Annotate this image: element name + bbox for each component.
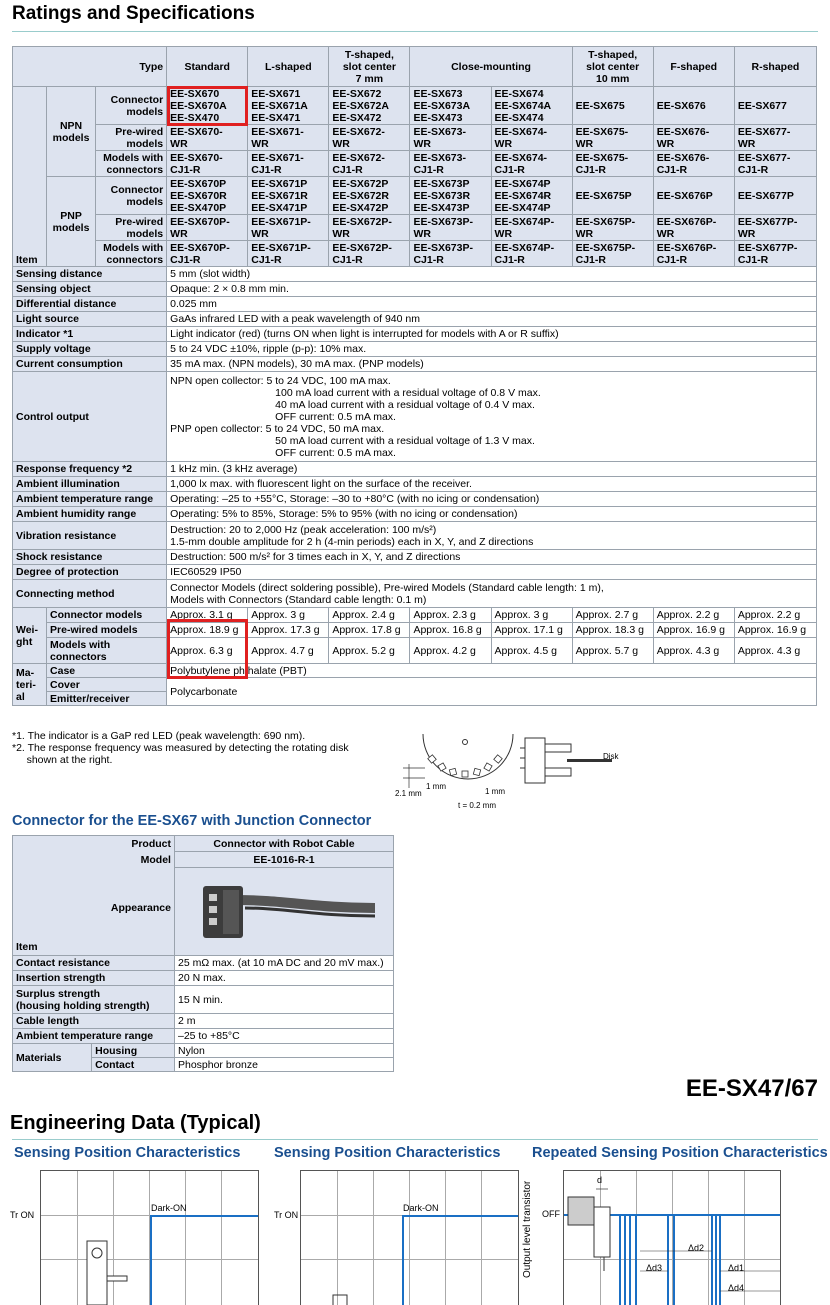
column-header: T-shaped, slot center 10 mm (572, 47, 653, 87)
weight-value: Approx. 4.7 g (248, 638, 329, 664)
material-label: Cover (47, 678, 167, 692)
model-code: EE-SX675- WR (572, 125, 653, 151)
row-label: Connector models (96, 87, 167, 125)
model-code: EE-SX674 EE-SX674A EE-SX474 (491, 87, 572, 125)
spec-label: Supply voltage (13, 342, 167, 357)
connector-row-label: Surplus strength (housing holding strength) (13, 986, 175, 1014)
spec-value: NPN open collector: 5 to 24 VDC, 100 mA max. 100 mA load current with a residual voltage of 0.8 V max. 40 mA load current with a residual voltage of 0.4 V max. OFF current: 0.5 mA max. PNP open collector: 5 to 24 VDC, 50 mA max. 50 mA load current with a residual voltage of 1.3 V max. OFF current: 0.5 mA max. (167, 372, 817, 462)
spec-label: Connecting method (13, 580, 167, 608)
spec-label: Vibration resistance (13, 522, 167, 550)
ratings-table (12, 46, 817, 706)
model-code: EE-SX671- WR (248, 125, 329, 151)
spec-value: Destruction: 20 to 2,000 Hz (peak acceleration: 100 m/s²) 1.5-mm double amplitude for 2 h (4-min periods) each in X, Y, and Z directions (167, 522, 817, 550)
model-code: EE-SX672P EE-SX672R EE-SX472P (329, 177, 410, 215)
model-code: EE-SX676P- CJ1-R (653, 241, 734, 267)
weight-value: Approx. 5.7 g (572, 638, 653, 664)
model-code: EE-SX673P EE-SX673R EE-SX473P (410, 177, 491, 215)
chart-1-curve (41, 1171, 258, 1305)
column-header: L-shaped (248, 47, 329, 87)
connector-row-value: –25 to +85°C (174, 1029, 393, 1044)
weight-value: Approx. 18.9 g (167, 623, 248, 638)
material-value: Polycarbonate (167, 678, 817, 706)
model-code: EE-SX671 EE-SX671A EE-SX471 (248, 87, 329, 125)
spec-label: Current consumption (13, 357, 167, 372)
chart-1-line-label: Dark-ON (151, 1203, 187, 1213)
spec-value: Light indicator (red) (turns ON when light is interrupted for models with A or R suffix) (167, 327, 817, 342)
chart-2-ylabel: Tr ON (274, 1210, 299, 1220)
model-code: EE-SX677 (734, 87, 816, 125)
page-title: Ratings and Specifications (12, 3, 255, 24)
model-code: EE-SX673P- WR (410, 215, 491, 241)
weight-value: Approx. 5.2 g (329, 638, 410, 664)
model-code: EE-SX672P- WR (329, 215, 410, 241)
model-code: EE-SX675P- CJ1-R (572, 241, 653, 267)
weight-value: Approx. 17.1 g (491, 623, 572, 638)
weight-value: Approx. 4.2 g (410, 638, 491, 664)
model-code: EE-SX676- WR (653, 125, 734, 151)
material-group-label: Ma- teri- al (13, 664, 47, 706)
model-code: EE-SX671P- CJ1-R (248, 241, 329, 267)
dim-1-b: 1 mm (485, 787, 505, 796)
chart-3-d3: Δd3 (646, 1263, 663, 1273)
connector-image-cell (174, 868, 393, 956)
connector-table (12, 835, 394, 1072)
model-code: EE-SX675P (572, 177, 653, 215)
model-code: EE-SX673- WR (410, 125, 491, 151)
model-code: EE-SX671- CJ1-R (248, 151, 329, 177)
weight-value: Approx. 6.3 g (167, 638, 248, 664)
model-code: EE-SX670- WR (167, 125, 248, 151)
model-code: EE-SX673 EE-SX673A EE-SX473 (410, 87, 491, 125)
model-code: EE-SX670P- CJ1-R (167, 241, 248, 267)
weight-value: Approx. 3 g (248, 608, 329, 623)
row-label: Pre-wired models (96, 125, 167, 151)
chart-3-ylabel: Output level transistor (522, 1180, 533, 1278)
weight-value: Approx. 4.3 g (653, 638, 734, 664)
highlight-weight-box (167, 619, 248, 679)
note-1: *1. The indicator is a GaP red LED (peak wavelength: 690 nm). (12, 730, 306, 742)
weight-label: Models with connectors (47, 638, 167, 664)
dim-2-1: 2.1 mm (395, 789, 422, 798)
material-label: Case (47, 664, 167, 678)
model-code: EE-SX674- WR (491, 125, 572, 151)
spec-value: Connector Models (direct soldering possible), Pre-wired Models (Standard cable length: 1 m), Models with Connectors (Standard cable length: 0.1 m) (167, 580, 817, 608)
weight-value: Approx. 3 g (491, 608, 572, 623)
model-code: EE-SX670- CJ1-R (167, 151, 248, 177)
connector-material-value: Nylon (174, 1044, 393, 1058)
chart-1-heading: Sensing Position Characteristics (14, 1145, 241, 1161)
chart-2-line-label: Dark-ON (403, 1203, 439, 1213)
connector-materials-label: Materials (13, 1044, 92, 1072)
model-label: Model (13, 852, 175, 868)
column-header: R-shaped (734, 47, 816, 87)
weight-value: Approx. 16.9 g (734, 623, 816, 638)
row-label: Pre-wired models (96, 215, 167, 241)
model-code: EE-SX674P- CJ1-R (491, 241, 572, 267)
row-label: Models with connectors (96, 151, 167, 177)
connector-material-label: Contact (92, 1058, 175, 1072)
chart-2-heading: Sensing Position Characteristics (274, 1145, 501, 1161)
spec-value: 1 kHz min. (3 kHz average) (167, 462, 817, 477)
weight-label: Connector models (47, 608, 167, 623)
product-value: Connector with Robot Cable (174, 836, 393, 852)
disk-label: Disk (603, 752, 619, 761)
weight-value: Approx. 16.9 g (653, 623, 734, 638)
weight-value: Approx. 2.4 g (329, 608, 410, 623)
model-code: EE-SX671P- WR (248, 215, 329, 241)
spec-label: Indicator *1 (13, 327, 167, 342)
connector-row-label: Ambient temperature range (13, 1029, 175, 1044)
spec-label: Ambient humidity range (13, 507, 167, 522)
chart-3-curves (564, 1171, 780, 1305)
model-code: EE-SX677P- CJ1-R (734, 241, 816, 267)
connector-row-label: Insertion strength (13, 971, 175, 986)
type-header: Type (13, 47, 167, 87)
spec-value: Opaque: 2 × 0.8 mm min. (167, 282, 817, 297)
weight-value: Approx. 17.8 g (329, 623, 410, 638)
model-series: EE-SX47/67 (685, 1075, 818, 1102)
connector-material-value: Phosphor bronze (174, 1058, 393, 1072)
spec-label: Shock resistance (13, 550, 167, 565)
spec-label: Degree of protection (13, 565, 167, 580)
model-code: EE-SX673P- CJ1-R (410, 241, 491, 267)
weight-value: Approx. 2.3 g (410, 608, 491, 623)
spec-label: Sensing object (13, 282, 167, 297)
title-rule (12, 31, 818, 32)
model-code: EE-SX670P- WR (167, 215, 248, 241)
spec-value: 35 mA max. (NPN models), 30 mA max. (PNP models) (167, 357, 817, 372)
dim-1-a: 1 mm (426, 782, 446, 791)
spec-value: Destruction: 500 m/s² for 3 times each in X, Y, and Z directions (167, 550, 817, 565)
spec-label: Differential distance (13, 297, 167, 312)
weight-value: Approx. 4.3 g (734, 638, 816, 664)
chart-3-heading: Repeated Sensing Position Characteristics (532, 1145, 828, 1161)
material-value: Polybutylene phthalate (PBT) (167, 664, 817, 678)
chart-2-curve (301, 1171, 518, 1305)
weight-value: Approx. 4.5 g (491, 638, 572, 664)
model-code: EE-SX672- CJ1-R (329, 151, 410, 177)
appearance-label: Appearance (110, 901, 171, 914)
column-header: Close-mounting (410, 47, 572, 87)
spec-value: Operating: 5% to 85%, Storage: 5% to 95% (with no icing or condensation) (167, 507, 817, 522)
pnp-group-label: PNP models (47, 177, 96, 267)
model-code: EE-SX675 (572, 87, 653, 125)
spec-label: Ambient illumination (13, 477, 167, 492)
note-2: *2. The response frequency was measured by detecting the rotating disk shown at the right. (12, 742, 349, 766)
model-code: EE-SX676- CJ1-R (653, 151, 734, 177)
weight-value: Approx. 16.8 g (410, 623, 491, 638)
chart-1 (40, 1170, 259, 1305)
model-code: EE-SX672P- CJ1-R (329, 241, 410, 267)
model-code: EE-SX677- WR (734, 125, 816, 151)
spec-label: Control output (13, 372, 167, 462)
chart-3-d2: Δd2 (688, 1243, 705, 1253)
spec-label: Light source (13, 312, 167, 327)
row-label: Models with connectors (96, 241, 167, 267)
connector-row-value: 2 m (174, 1014, 393, 1029)
spec-value: IEC60529 IP50 (167, 565, 817, 580)
model-code: EE-SX672 EE-SX672A EE-SX472 (329, 87, 410, 125)
connector-material-label: Housing (92, 1044, 175, 1058)
model-code: EE-SX672- WR (329, 125, 410, 151)
spec-value: 0.025 mm (167, 297, 817, 312)
weight-value: Approx. 18.3 g (572, 623, 653, 638)
spec-value: 5 mm (slot width) (167, 267, 817, 282)
model-code: EE-SX676P (653, 177, 734, 215)
spec-label: Ambient temperature range (13, 492, 167, 507)
spec-value: Operating: –25 to +55°C, Storage: –30 to +80°C (with no icing or condensation) (167, 492, 817, 507)
chart-3-off: OFF (542, 1209, 560, 1219)
chart-3 (542, 1170, 781, 1305)
connector-heading: Connector for the EE-SX67 with Junction Connector (12, 813, 372, 829)
chart-2 (300, 1170, 519, 1305)
connector-row-label: Contact resistance (13, 956, 175, 971)
product-label: Product (13, 836, 175, 852)
weight-value: Approx. 2.7 g (572, 608, 653, 623)
weight-value: Approx. 17.3 g (248, 623, 329, 638)
model-code: EE-SX674P EE-SX674R EE-SX474P (491, 177, 572, 215)
model-code: EE-SX670 EE-SX670A EE-SX470 (167, 87, 248, 125)
model-code: EE-SX676 (653, 87, 734, 125)
engineering-rule (12, 1139, 818, 1140)
weight-value: Approx. 2.2 g (653, 608, 734, 623)
chart-3-d1: Δd1 (728, 1263, 745, 1273)
npn-group-label: NPN models (47, 87, 96, 177)
connector-row-value: 20 N max. (174, 971, 393, 986)
item-column: Item (13, 87, 47, 267)
chart-3-d4: Δd4 (728, 1283, 745, 1293)
spec-label: Sensing distance (13, 267, 167, 282)
model-code: EE-SX670P EE-SX670R EE-SX470P (167, 177, 248, 215)
column-header: Standard (167, 47, 248, 87)
model-code: EE-SX674- CJ1-R (491, 151, 572, 177)
chart-3-d: d (597, 1175, 603, 1185)
material-label: Emitter/receiver (47, 692, 167, 706)
spec-value: 1,000 lx max. with fluorescent light on the surface of the receiver. (167, 477, 817, 492)
model-code: EE-SX675- CJ1-R (572, 151, 653, 177)
column-header: F-shaped (653, 47, 734, 87)
spec-value: 5 to 24 VDC ±10%, ripple (p-p): 10% max. (167, 342, 817, 357)
model-code: EE-SX675P- WR (572, 215, 653, 241)
spec-label: Response frequency *2 (13, 462, 167, 477)
column-header: T-shaped, slot center 7 mm (329, 47, 410, 87)
weight-group-label: Wei- ght (13, 608, 47, 664)
model-code: EE-SX676P- WR (653, 215, 734, 241)
weight-label: Pre-wired models (47, 623, 167, 638)
connector-row-value: 25 mΩ max. (at 10 mA DC and 20 mV max.) (174, 956, 393, 971)
weight-value: Approx. 3.1 g (167, 608, 248, 623)
chart-1-ylabel: Tr ON (10, 1210, 35, 1220)
model-value: EE-1016-R-1 (174, 852, 393, 868)
connector-image (175, 868, 393, 952)
highlight-connector-box (167, 86, 248, 126)
item-label: Item (16, 941, 38, 953)
model-code: EE-SX677- CJ1-R (734, 151, 816, 177)
model-code: EE-SX677P- WR (734, 215, 816, 241)
model-code: EE-SX677P (734, 177, 816, 215)
model-code: EE-SX671P EE-SX671R EE-SX471P (248, 177, 329, 215)
connector-row-label: Cable length (13, 1014, 175, 1029)
weight-value: Approx. 2.2 g (734, 608, 816, 623)
model-code: EE-SX673- CJ1-R (410, 151, 491, 177)
connector-row-value: 15 N min. (174, 986, 393, 1014)
rotating-disk-diagram (395, 728, 635, 813)
engineering-title: Engineering Data (Typical) (10, 1112, 261, 1134)
model-code: EE-SX674P- WR (491, 215, 572, 241)
row-label: Connector models (96, 177, 167, 215)
spec-value: GaAs infrared LED with a peak wavelength of 940 nm (167, 312, 817, 327)
appearance-cell (13, 868, 175, 956)
dim-thickness: t = 0.2 mm (458, 801, 497, 810)
